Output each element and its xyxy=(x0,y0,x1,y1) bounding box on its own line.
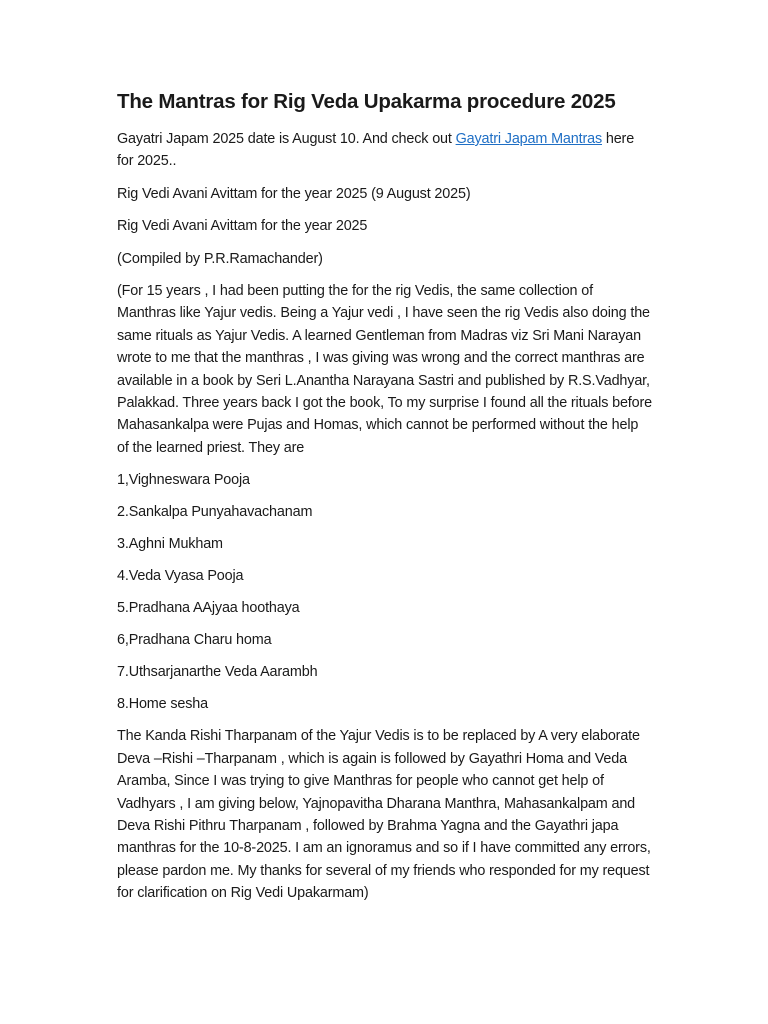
intro-text-after: here for 2025.. xyxy=(117,131,635,170)
avani-avittam-line-dated: Rig Vedi Avani Avittam for the year 2025 (9 August 2025) xyxy=(117,185,471,202)
intro-text-before: Gayatri Japam 2025 date is August 10. And check out xyxy=(117,131,456,147)
list-item: 6,Pradhana Charu homa xyxy=(117,632,272,649)
list-item: 8.Home sesha xyxy=(117,696,208,713)
list-item: 1,Vighneswara Pooja xyxy=(117,472,250,489)
page-title: The Mantras for Rig Veda Upakarma procedure 2025 xyxy=(117,90,616,113)
gayatri-japam-mantras-link[interactable]: Gayatri Japam Mantras xyxy=(455,131,602,147)
list-item: 7.Uthsarjanarthe Veda Aarambh xyxy=(117,664,318,681)
background-paragraph: (For 15 years , I had been putting the for the rig Vedis, the same collection of Manthras like Yajur vedis. Being a Yajur vedi , I have seen the rig Vedis also doing the same rituals as Yajur Vedis. A learned Gentleman from Madras viz Sri Mani Narayan wrote to me that the manthras , I was giving was wrong and the correct manthras are available in a book by Seri L.Anantha Narayana Sastri and published by R.S.Vadhyar, Palakkad. Three years back I got the book, To my surprise I found all the rituals before Mahasankalpa were Pujas and Homas, which cannot be performed without the help of the learned priest. They are xyxy=(117,283,653,456)
list-item: 2.Sankalpa Punyahavachanam xyxy=(117,504,313,521)
list-item: 5.Pradhana AAjyaa hoothaya xyxy=(117,600,300,617)
closing-paragraph: The Kanda Rishi Tharpanam of the Yajur Vedis is to be replaced by A very elaborate Deva –Rishi –Tharpanam , which is again is followed by Gayathri Homa and Veda Aramba, Since I was trying to give Manthras for people who cannot get help of Vadhyars , I am giving below, Yajnopavitha Dharana Manthra, Mahasankalpam and Deva Rishi Pithru Tharpanam , followed by Brahma Yagna and the Gayathri japa manthras for the 10-8-2025. I am an ignoramus and so if I have committed any errors, please pardon me. My thanks for several of my friends who responded for my request for clarification on Rig Vedi Upakarmam) xyxy=(117,728,651,902)
intro-paragraph xyxy=(117,128,652,173)
avani-avittam-line: Rig Vedi Avani Avittam for the year 2025 xyxy=(117,218,368,235)
list-item: 3.Aghni Mukham xyxy=(117,536,223,553)
compiled-by: (Compiled by P.R.Ramachander) xyxy=(117,250,323,267)
list-item: 4.Veda Vyasa Pooja xyxy=(117,568,244,585)
document-page xyxy=(117,88,652,915)
